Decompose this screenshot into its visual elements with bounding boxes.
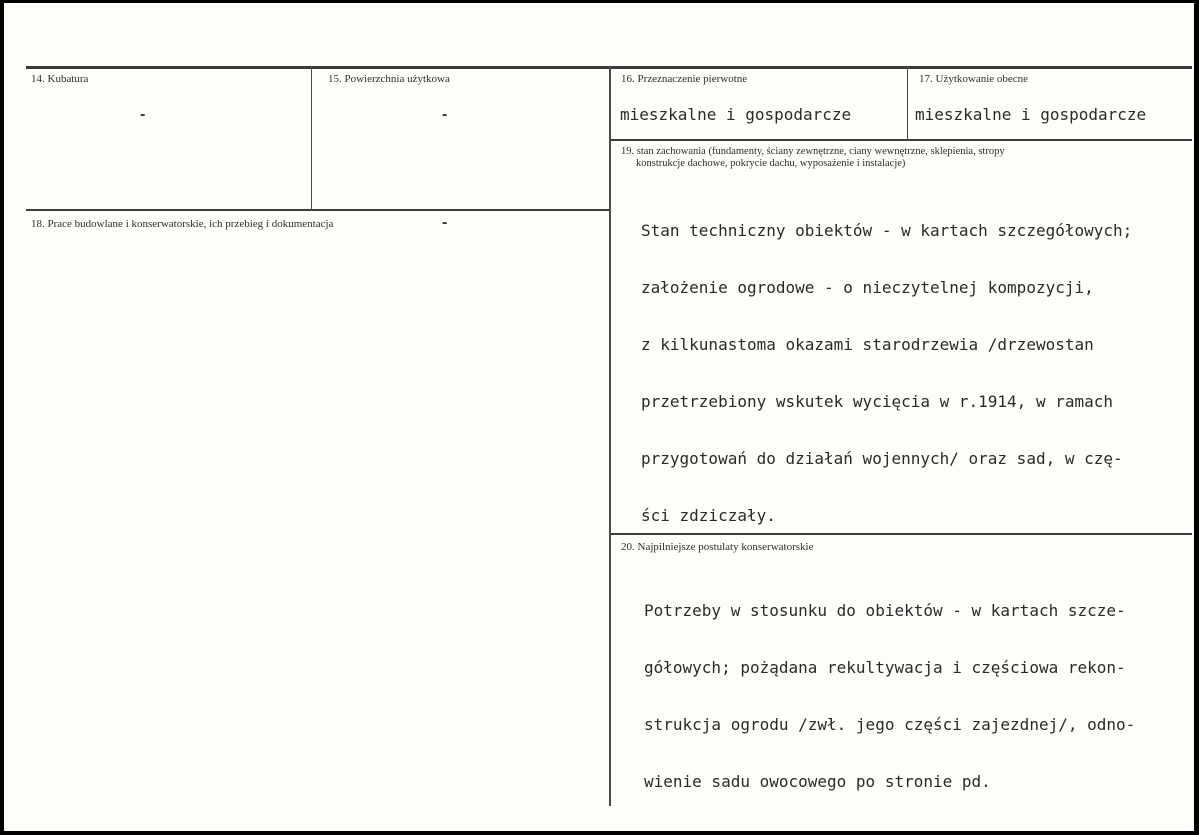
field-14-value: - [140, 106, 146, 123]
field-19-line: przetrzebiony wskutek wycięcia w r.1914, w ramach [641, 392, 1114, 411]
field-15-value: - [442, 106, 448, 123]
field-20-line: wienie sadu owocowego po stronie pd. [644, 772, 991, 791]
field-19-line: z kilkunastoma okazami starodrzewia /drzewostan [641, 335, 1094, 354]
rule-under-field-16-17 [610, 139, 1192, 141]
field-16-value: mieszkalne i gospodarcze [620, 105, 852, 124]
field-19-text [641, 183, 1132, 563]
field-15-label: 15. Powierzchnia użytkowa [328, 73, 450, 85]
field-19-line: Stan techniczny obiektów - w kartach szczegółowych; [641, 221, 1133, 240]
field-19-line: założenie ogrodowe - o nieczytelnej kompozycji, [641, 278, 1094, 297]
rule-under-field-14-15 [26, 209, 610, 211]
field-17-label: 17. Użytkowanie obecne [919, 73, 1029, 85]
field-19-line: przygotowań do działań wojennych/ oraz sad, w czę- [641, 449, 1123, 468]
field-14-label: 14. Kubatura [31, 73, 89, 85]
field-20-line: Potrzeby w stosunku do obiektów - w kartach szcze- [644, 601, 1126, 620]
field-19-label-line-2: konstrukcje dachowe, pokrycie dachu, wyposażenie i instalacje) [636, 158, 906, 169]
field-19-label-line-1: 19. stan zachowania (fundamenty, ściany zewnętrzne, ciany wewnętrzne, sklepienia, stropy [621, 146, 1005, 157]
field-16-label: 16. Przeznaczenie pierwotne [621, 73, 748, 85]
field-19-line: ści zdziczały. [641, 506, 776, 525]
field-20-line: gółowych; pożądana rekultywacja i częściowa rekon- [644, 658, 1126, 677]
center-divider [609, 66, 611, 806]
field-17-value: mieszkalne i gospodarcze [915, 105, 1147, 124]
divider-16-17 [907, 66, 908, 141]
field-20-text [644, 563, 1135, 829]
divider-14-15 [311, 66, 312, 211]
field-18-label: 18. Prace budowlane i konserwatorskie, ich przebieg i dokumentacja [31, 218, 334, 230]
field-20-line: strukcja ogrodu /zwł. jego części zajezdnej/, odno- [644, 715, 1136, 734]
field-18-value: - [442, 214, 448, 231]
record-card [4, 3, 1194, 831]
field-20-label: 20. Najpilniejsze postulaty konserwatorskie [621, 541, 814, 553]
